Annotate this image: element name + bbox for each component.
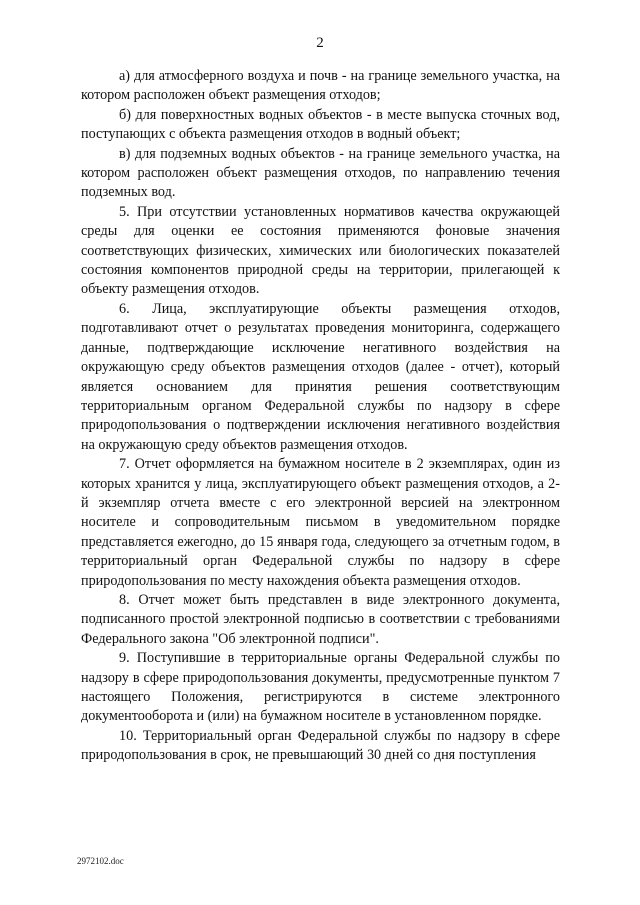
footer-filename: 2972102.doc: [77, 856, 124, 866]
paragraph-b-surface-water: б) для поверхностных водных объектов - в месте выпуска сточных вод, поступающих с объекта размещения отходов в водный объект;: [81, 106, 560, 143]
paragraph-10-territorial-body: 10. Территориальный орган Федеральной службы по надзору в сфере природопользования в срок, не превышающий 30 дней со дня поступления: [81, 727, 560, 764]
paragraph-a-air-soil: а) для атмосферного воздуха и почв - на границе земельного участка, на котором расположен объект размещения отходов;: [81, 68, 560, 104]
paragraph-5-background-values: 5. При отсутствии установленных нормативов качества окружающей среды для оценки ее состояния применяются фоновые значения соответствующих физических, химических или биологических показателей состояния компонентов природной среды на территории, прилегающей к объекту размещения отходов.: [81, 203, 560, 298]
paragraph-c-ground-water: в) для подземных водных объектов - на границе земельного участка, на котором расположен объект размещения отходов, по направлению течения подземных вод.: [81, 145, 560, 201]
paragraph-7-report-submission: 7. Отчет оформляется на бумажном носителе в 2 экземплярах, один из которых хранится у лица, эксплуатирующего объект размещения отходов, а 2-й экземпляр отчета вместе с его электронной версией на электронном носителе и сопроводительным письмом в уведомительном порядке представляется ежегодно, до 15 января года, следующего за отчетным годом, в территориальный орган Федеральной службы по надзору в сфере природопользования по месту нахождения объекта размещения отходов.: [81, 456, 560, 589]
page-number: 2: [316, 35, 324, 51]
document-body: [81, 67, 560, 766]
paragraph-9-registration: 9. Поступившие в территориальные органы Федеральной службы по надзору в сфере природопользования документы, предусмотренные пунктом 7 настоящего Положения, регистрируются в системе электронного документооборота и (или) на бумажном носителе в установленном порядке.: [81, 650, 560, 725]
paragraph-8-electronic-document: 8. Отчет может быть представлен в виде электронного документа, подписанного простой электронной подписью в соответствии с требованиями Федерального закона "Об электронной подписи".: [81, 591, 560, 647]
paragraph-6-monitoring-report: 6. Лица, эксплуатирующие объекты размещения отходов, подготавливают отчет о результатах проведения мониторинга, содержащего данные, подтверждающие исключение негативного воздействия на окружающую среду объектов размещения отходов (далее - отчет), который является основанием для принятия решения соответствующим территориальным органом Федеральной службы по надзору в сфере природопользования о подтверждении исключения негативного воздействия на окружающую среду объектов размещения отходов.: [81, 300, 560, 453]
